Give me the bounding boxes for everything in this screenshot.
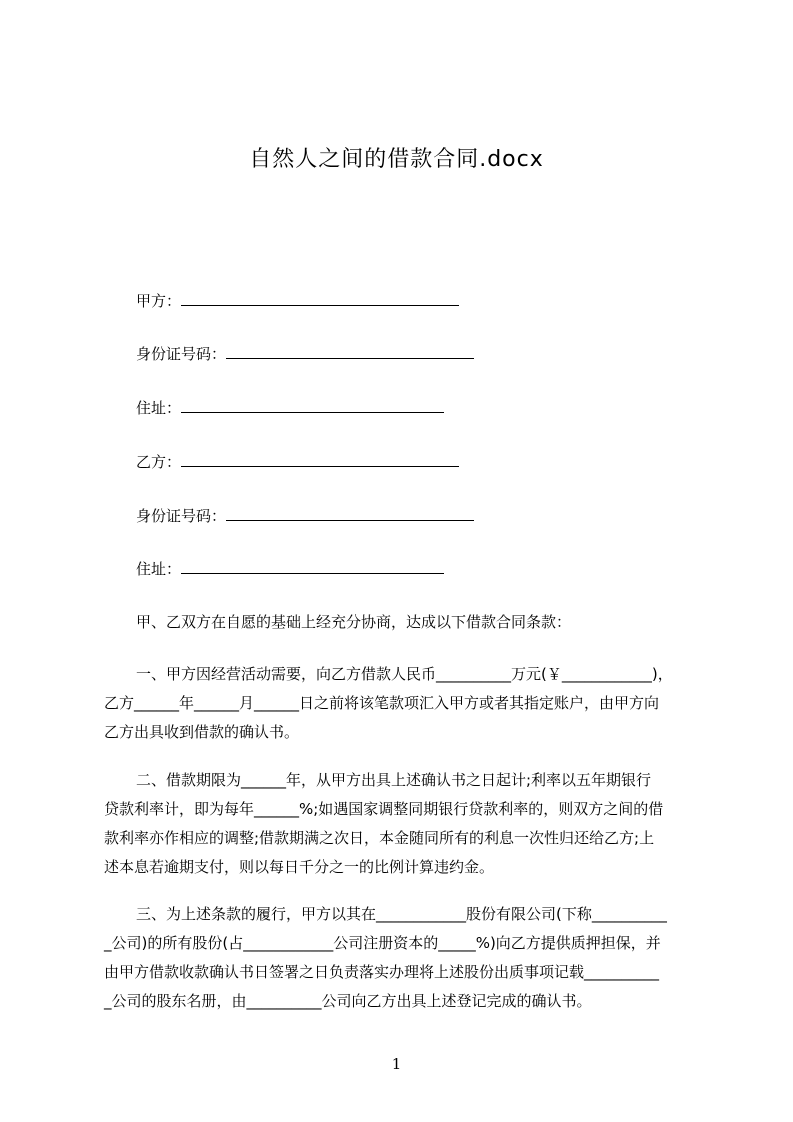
clause-2 [104, 766, 704, 882]
party-b-address-field [136, 559, 444, 579]
document-title: 自然人之间的借款合同.docx [249, 147, 544, 172]
party-a-label: 甲方： [136, 292, 182, 310]
clause-2-line-2: 贷款利率计，即为每年______%;如遇国家调整同期银行贷款利率的，则双方之间的借 [104, 800, 664, 818]
clause-3-line-1: 三、为上述条款的履行，甲方以其在____________股份有限公司(下称__________ [136, 905, 667, 923]
clause-3-line-4: _公司的股东名册，由__________公司向乙方出具上述登记完成的确认书。 [104, 992, 592, 1010]
party-a-id-field [136, 344, 474, 364]
party-b-id-label: 身份证号码： [136, 507, 227, 525]
party-a-address-field [136, 398, 444, 418]
party-b-blank [181, 452, 459, 467]
clause-2-line-1: 二、借款期限为______年，从甲方出具上述确认书之日起计;利率以五年期银行 [136, 771, 652, 789]
clause-1 [104, 660, 704, 747]
party-b-address-label: 住址： [136, 560, 182, 578]
party-b-id-blank [226, 506, 474, 521]
clause-3 [104, 900, 704, 1016]
clause-2-line-4: 述本息若逾期支付，则以每日千分之一的比例计算违约金。 [104, 858, 495, 876]
party-a-address-blank [181, 398, 444, 413]
party-b-address-blank [181, 559, 444, 574]
clause-1-line-3: 乙方出具收到借款的确认书。 [104, 723, 300, 741]
party-b-id-field [136, 506, 474, 526]
party-a-id-label: 身份证号码： [136, 345, 227, 363]
clause-3-line-3: 由甲方借款收款确认书日签署之日负责落实办理将上述股份出质事项记载__________ [104, 963, 660, 981]
clause-1-line-2: 乙方______年______月______日之前将该笔款项汇入甲方或者其指定账户，由甲方向 [104, 694, 660, 712]
page-number: 1 [391, 1055, 402, 1073]
party-b-field [136, 452, 459, 472]
party-b-label: 乙方： [136, 453, 182, 471]
party-a-address-label: 住址： [136, 399, 182, 417]
intro-paragraph: 甲、乙双方在自愿的基础上经充分协商，达成以下借款合同条款： [136, 613, 572, 631]
party-a-id-blank [226, 344, 474, 359]
party-a-field [136, 291, 459, 311]
clause-1-line-1: 一、甲方因经营活动需要，向乙方借款人民币__________万元(￥____________)， [136, 665, 673, 683]
party-a-blank [181, 291, 459, 306]
clause-2-line-3: 款利率亦作相应的调整;借款期满之次日，本金随同所有的利息一次性归还给乙方;上 [104, 829, 655, 847]
clause-3-line-2: _公司)的所有股份(占____________公司注册资本的_____%)向乙方提供质押担保，并 [104, 934, 661, 952]
